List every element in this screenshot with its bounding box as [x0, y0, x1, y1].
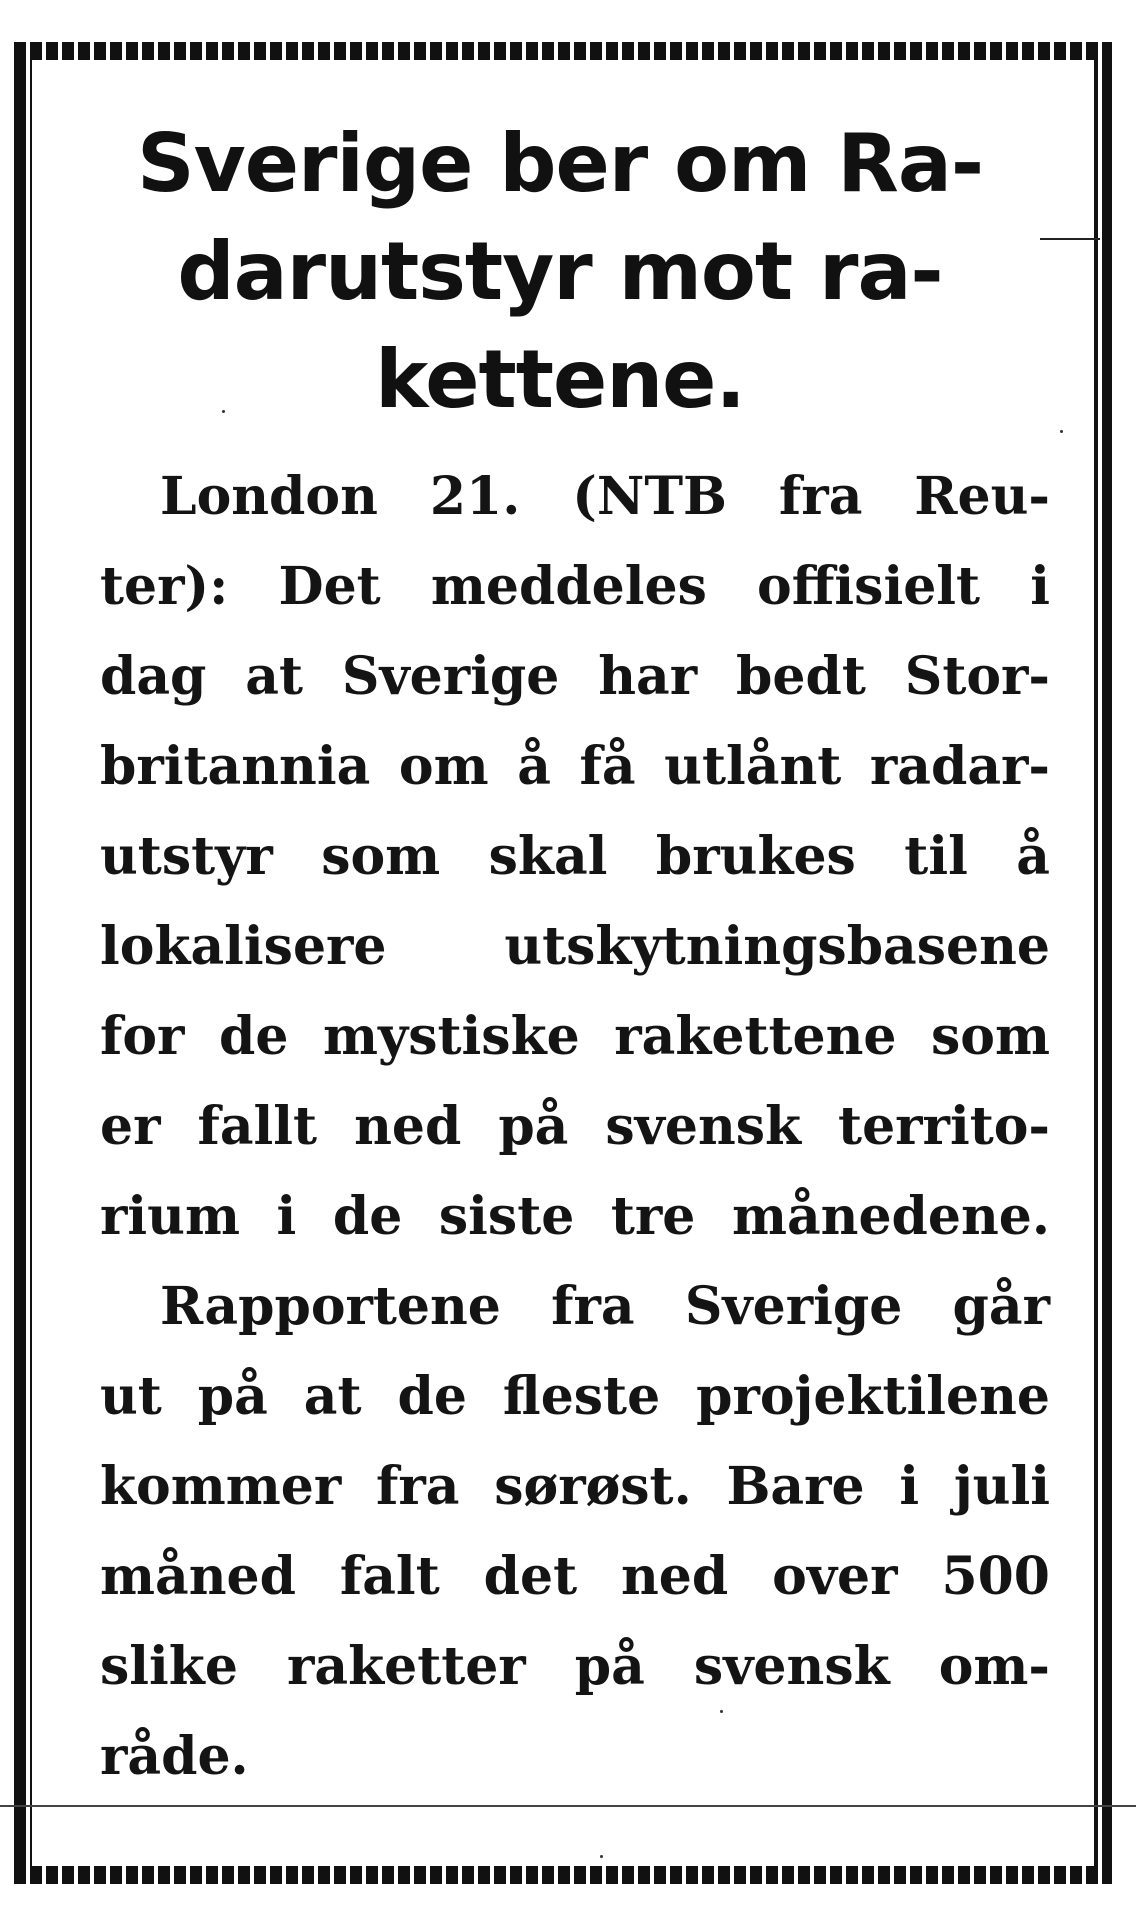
body-line: dag at Sverige har bedt Stor-: [100, 646, 1050, 707]
print-speck: [600, 1855, 603, 1858]
divider-line: [0, 1805, 1136, 1807]
body-line: kommer fra sørøst. Bare i juli: [100, 1456, 1050, 1517]
print-speck: [1060, 430, 1063, 433]
body-line: slike raketter på svensk om-: [100, 1636, 1050, 1697]
headline-line: kettene.: [375, 333, 745, 426]
body-line: London 21. (NTB fra Reu-: [160, 466, 1050, 527]
body-line: rium i de siste tre månedene.: [100, 1186, 1050, 1247]
body-line: Rapportene fra Sverige går: [160, 1276, 1050, 1337]
body-line: råde.: [100, 1726, 249, 1787]
headline-line: Sverige ber om Ra-: [136, 117, 984, 210]
body-line: ter): Det meddeles offisielt i: [100, 556, 1050, 617]
body-line: utstyr som skal brukes til å: [100, 826, 1050, 887]
article-headline: [80, 110, 1040, 434]
body-line: britannia om å få utlånt radar-: [100, 736, 1050, 797]
body-line: måned falt det ned over 500: [100, 1546, 1050, 1607]
print-speck: [222, 410, 225, 413]
body-line: lokalisere utskytningsbasene: [100, 916, 1050, 977]
body-line: for de mystiske rakettene som: [100, 1006, 1050, 1067]
headline-line: darutstyr mot ra-: [177, 225, 943, 318]
body-line: ut på at de fleste projektilene: [100, 1366, 1050, 1427]
body-line: er fallt ned på svensk territo-: [100, 1096, 1050, 1157]
print-speck: [720, 1710, 723, 1713]
divider-line: [1040, 238, 1100, 240]
article-body: [100, 452, 1050, 1802]
